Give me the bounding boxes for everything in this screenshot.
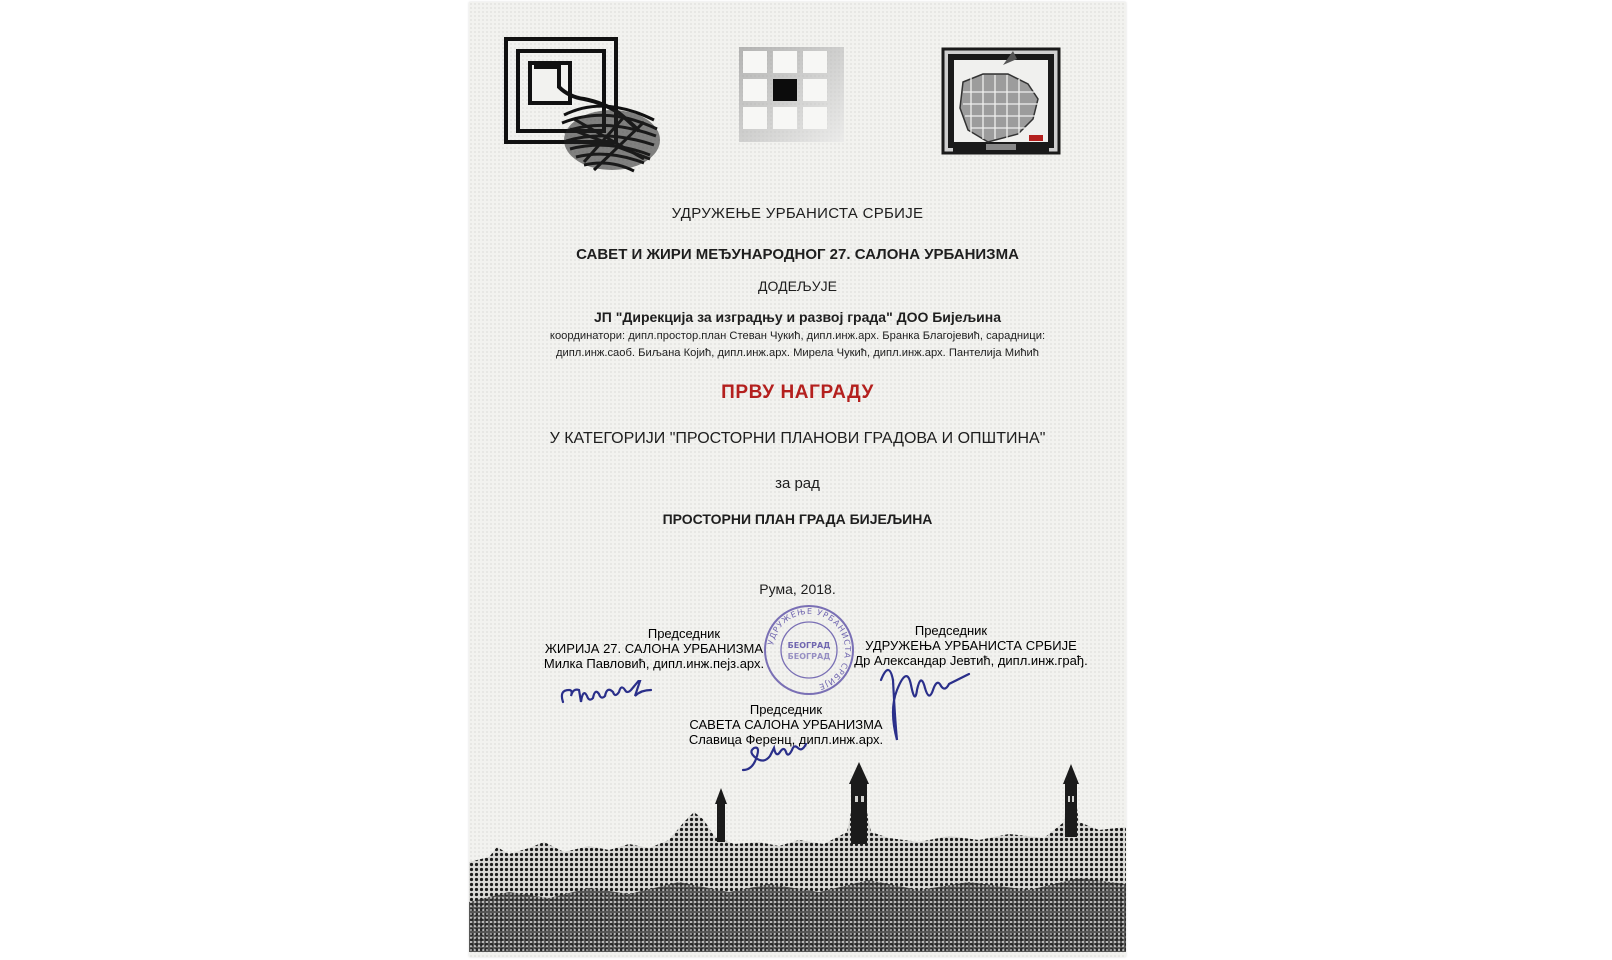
for-work-label: за рад bbox=[775, 475, 820, 492]
award-category: У КАТЕГОРИЈИ "ПРОСТОРНИ ПЛАНОВИ ГРАДОВА И ОПШТИНА" bbox=[549, 430, 1046, 447]
prize-title: ПРВУ НАГРАДУ bbox=[721, 382, 874, 403]
awards-verb: ДОДЕЉУЈЕ bbox=[758, 278, 837, 294]
association-signatory-name: Др Александар Јевтић, дипл.инж.грађ. bbox=[854, 653, 1088, 668]
organization-name: УДРУЖЕЊЕ УРБАНИСТА СРБИЈЕ bbox=[671, 205, 924, 222]
official-stamp bbox=[761, 602, 857, 703]
salon-logo-icon bbox=[504, 37, 674, 182]
salon-council-signatory-name: Славица Ференц, дипл.инж.арх. bbox=[688, 732, 884, 747]
salon-council-signatory-body: САВЕТА САЛОНА УРБАНИЗМА bbox=[689, 717, 883, 732]
work-title: ПРОСТОРНИ ПЛАН ГРАДА БИЈЕЉИНА bbox=[662, 511, 933, 527]
place-and-date: Рума, 2018. bbox=[759, 581, 836, 597]
coordinators-line-2: дипл.инж.сaоб. Биљана Којић, дипл.инж.арх. Мирела Чукић, дипл.инж.арх. Пантелија Мићић bbox=[555, 347, 1040, 359]
jury-signatory-name: Милка Павловић, дипл.инж.пејз.арх. bbox=[543, 656, 765, 671]
association-signatory-title: Председник bbox=[914, 623, 988, 638]
certificate-page bbox=[469, 2, 1126, 957]
recipient-name: ЈП "Дирекција за изградњу и развој града" ДОО Бијељина bbox=[594, 309, 1001, 325]
town-skyline-illustration bbox=[469, 752, 1126, 957]
association-signature bbox=[871, 650, 983, 755]
jury-signature bbox=[557, 680, 672, 717]
salon-council-signatory-title: Председник bbox=[749, 702, 823, 717]
coordinators-line-1: координатори: дипл.простор.план Стеван Чукић, дипл.инж.арх. Бранка Благојевић, сарадници: bbox=[549, 330, 1046, 342]
association-signatory-body: УДРУЖЕЊА УРБАНИСТА СРБИЈЕ bbox=[865, 638, 1077, 653]
jury-signatory-title: Председник bbox=[647, 626, 721, 641]
jury-signatory-body: ЖИРИЈА 27. САЛОНА УРБАНИЗМА bbox=[544, 641, 764, 656]
jury-signatory bbox=[534, 626, 774, 671]
council-heading: САВЕТ И ЖИРИ МЕЂУНАРОДНОГ 27. САЛОНА УРБАНИЗМА bbox=[576, 246, 1019, 263]
stamp-inner-text-repeat: БЕОГРАД bbox=[787, 652, 831, 661]
grid-window-logo-icon bbox=[739, 47, 854, 147]
stamp-outer-text: УДРУЖЕЊЕ УРБАНИСТА СРБИЈЕ bbox=[766, 606, 853, 692]
city-plan-logo-icon bbox=[941, 47, 1066, 159]
stamp-inner-text: БЕОГРАД bbox=[787, 641, 831, 650]
